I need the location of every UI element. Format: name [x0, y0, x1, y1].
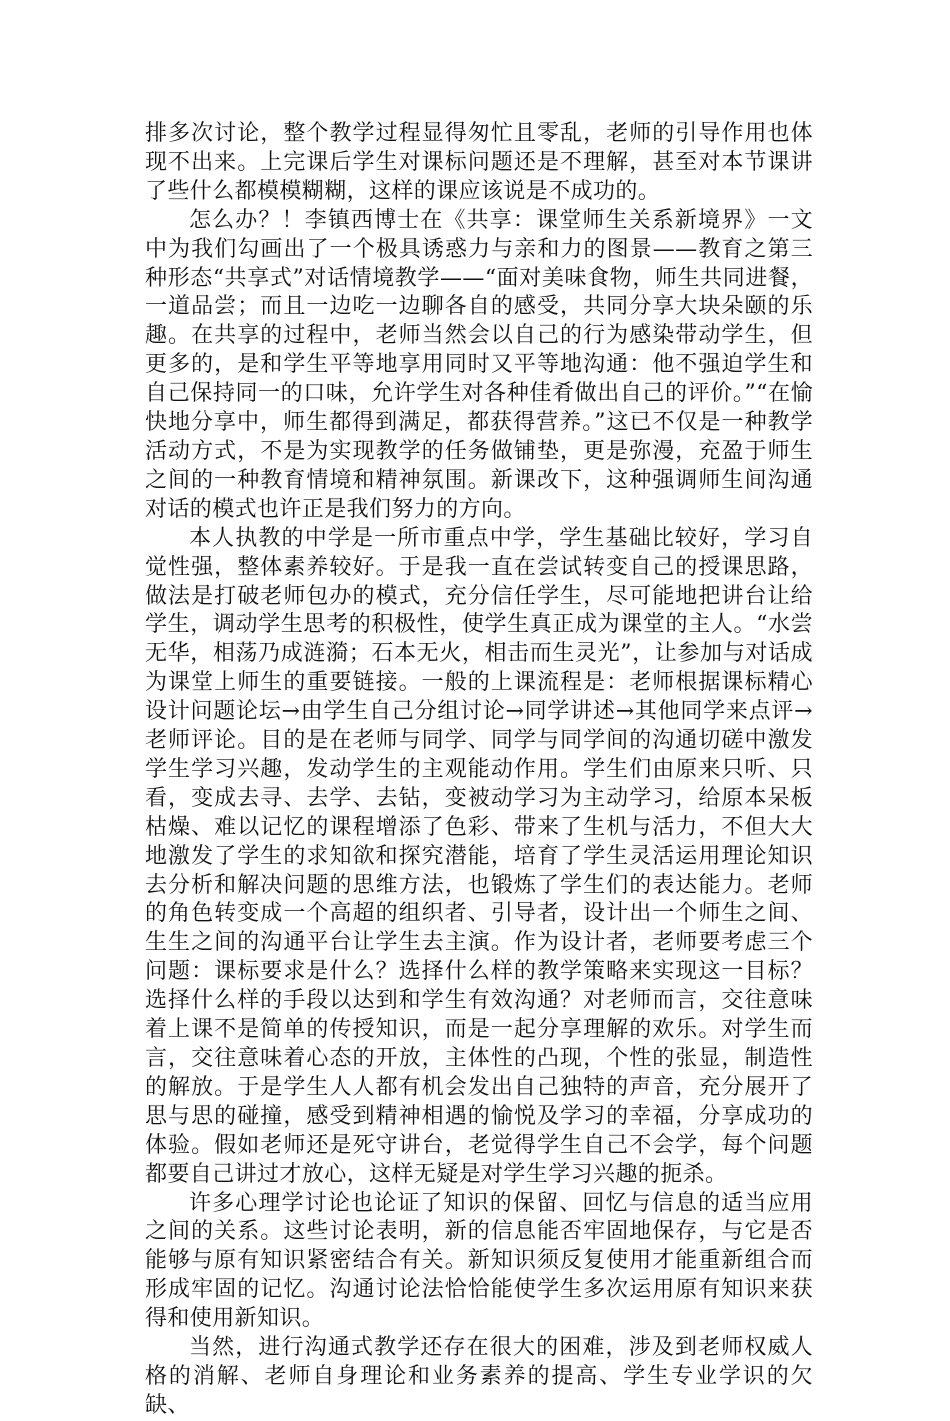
paragraph-3: 本人执教的中学是一所市重点中学，学生基础比较好，学习自觉性强，整体素养较好。于是我一直在尝试转变自己的授课思路，做法是打破老师包办的模式，充分信任学生，尽可能地把讲台让给学生，调动学生思考的积极性，使学生真正成为课堂的主人。“水尝无华，相荡乃成涟漪；石本无火，相击而生灵光”，让参加与对话成为课堂上师生的重要链接。一般的上课流程是：老师根据课标精心设计问题论坛→由学生自己分组讨论→同学讲述→其他同学来点评→老师评论。目的是在老师与同学、同学与同学间的沟通切磋中激发学生学习兴趣，发动学生的主观能动作用。学生们由原来只听、只看，变成去寻、去学、去钻，变被动学习为主动学习，给原本呆板枯燥、难以记忆的课程增添了色彩、带来了生机与活力，不但大大地激发了学生的求知欲和探究潜能，培育了学生灵活运用理论知识去分析和解决问题的思维方法，也锻炼了学生们的表达能力。老师的角色转变成一个高超的组织者、引导者，设计出一个师生之间、生生之间的沟通平台让学生去主演。作为设计者，老师要考虑三个问题：课标要求是什么？选择什么样的教学策略来实现这一目标？选择什么样的手段以达到和学生有效沟通？对老师而言，交往意味着上课不是简单的传授知识，而是一起分享理解的欢乐。对学生而言，交往意味着心态的开放，主体性的凸现，个性的张显，制造性的解放。于是学生人人都有机会发出自己独特的声音，充分展开了思与思的碰撞，感受到精神相遇的愉悦及学习的幸福，分享成功的体验。假如老师还是死守讲台，老觉得学生自己不会学，每个问题都要自己讲过才放心，这样无疑是对学生学习兴趣的扼杀。 [145, 525, 813, 1187]
paragraph-4: 许多心理学讨论也论证了知识的保留、回忆与信息的适当应用之间的关系。这些讨论表明，新的信息能否牢固地保存，与它是否能够与原有知识紧密结合有关。新知识须反复使用才能重新组合而形成牢固的记忆。沟通讨论法恰恰能使学生多次运用原有知识来获得和使用新知识。 [145, 1190, 813, 1332]
paragraph-2: 怎么办？！李镇西博士在《共享：课堂师生关系新境界》一文中为我们勾画出了一个极具诱惑力与亲和力的图景——教育之第三种形态“共享式”对话情境教学——“面对美味食物，师生共同进餐，一道品尝；而且一边吃一边聊各自的感受，共同分享大块朵颐的乐趣。在共享的过程中，老师当然会以自己的行为感染带动学生，但更多的，是和学生平等地享用同时又平等地沟通：他不强迫学生和自己保持同一的口味，允许学生对各种佳肴做出自己的评价。”“在愉快地分享中，师生都得到满足，都获得营养。”这已不仅是一种教学活动方式，不是为实现教学的任务做铺垫，更是弥漫，充盈于师生之间的一种教育情境和精神氛围。新课改下，这种强调师生间沟通对话的模式也许正是我们努力的方向。 [145, 207, 813, 522]
paragraph-5: 当然，进行沟通式教学还存在很大的困难，涉及到老师权威人格的消解、老师自身理论和业务素养的提高、学生专业学识的欠缺、 [145, 1335, 813, 1418]
paragraph-1: 排多次讨论，整个教学过程显得匆忙且零乱，老师的引导作用也体现不出来。上完课后学生对课标问题还是不理解，甚至对本节课讲了些什么都模模糊糊，这样的课应该说是不成功的。 [145, 121, 813, 204]
document-body [145, 120, 813, 1421]
